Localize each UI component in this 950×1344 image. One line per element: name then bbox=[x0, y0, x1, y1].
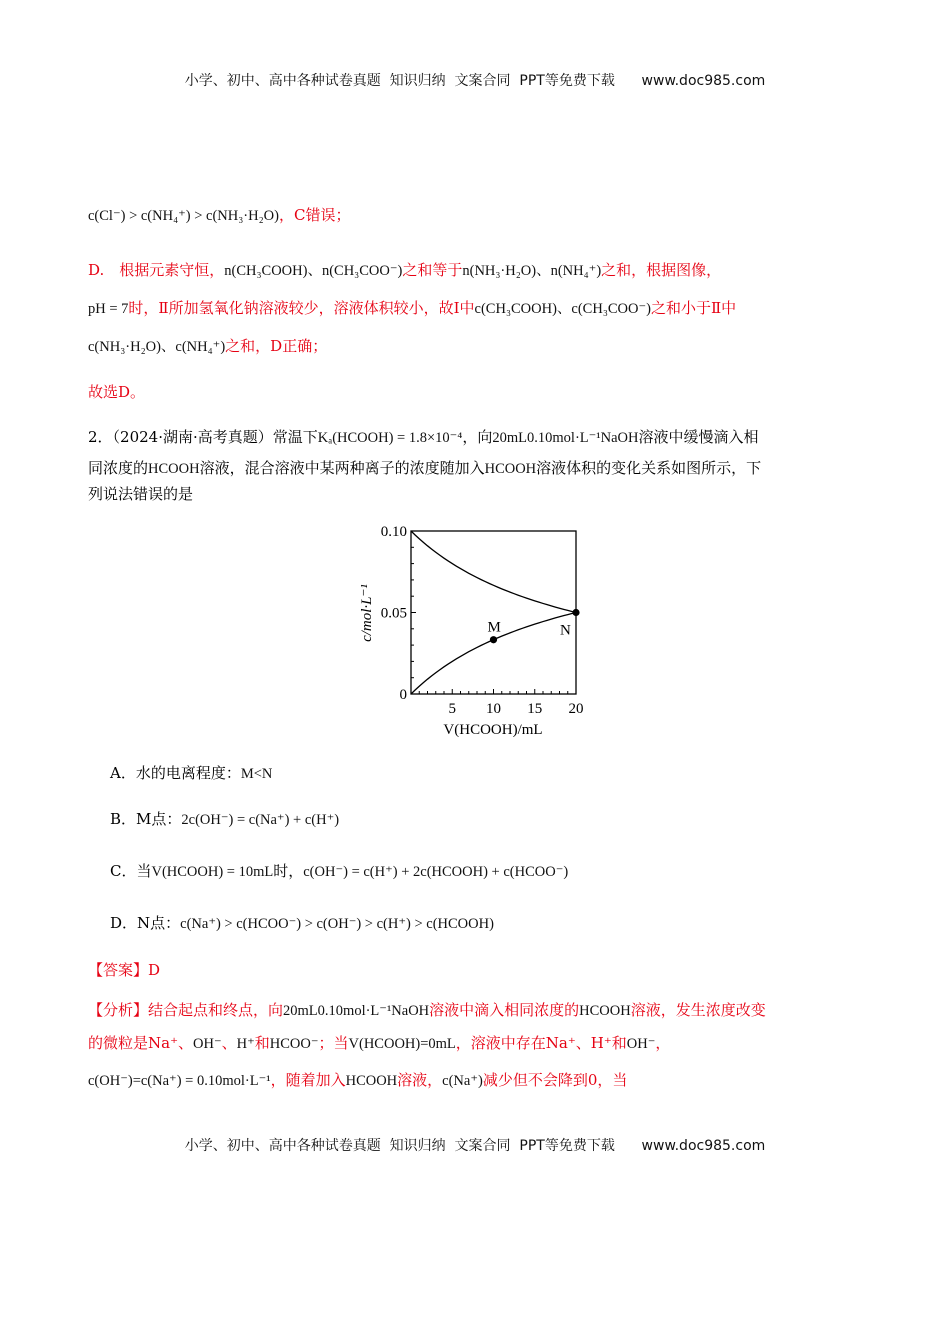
plot-frame bbox=[411, 531, 576, 694]
analysis-conc: 20mL0.10mol·L⁻¹NaOH bbox=[283, 1003, 430, 1019]
analysis-l3-a: ，随着加入 bbox=[270, 1071, 346, 1089]
question-l2-a: 同浓度的 bbox=[88, 459, 149, 477]
x-axis-label: V(HCOOH)/mL bbox=[443, 722, 543, 738]
point-n-label: N bbox=[560, 622, 571, 639]
question-text-a: ，向 bbox=[462, 428, 493, 446]
option-d-label: D．N点： bbox=[110, 914, 181, 932]
analysis-v: V(HCOOH)=0mL bbox=[348, 1036, 456, 1052]
analysis-l1-a: 结合起点和终点，向 bbox=[148, 1001, 284, 1019]
prev-conclusion: 故选D。 bbox=[88, 383, 146, 401]
option-b-expr: 2c(OH⁻) = c(Na⁺) + c(H⁺) bbox=[181, 812, 340, 828]
analysis-l2-c: ，溶液中存在Na⁺、H⁺和 bbox=[455, 1034, 627, 1052]
analysis-l3-formula: HCOOH bbox=[345, 1073, 398, 1089]
option-c-label: C．当 bbox=[110, 862, 152, 880]
analysis-l2-b: ；当 bbox=[318, 1034, 349, 1052]
axis-ticks bbox=[411, 531, 576, 694]
option-a bbox=[110, 762, 272, 783]
question-line-1 bbox=[88, 427, 759, 448]
option-b bbox=[110, 808, 339, 829]
analysis-oh2: OH⁻ bbox=[626, 1036, 656, 1052]
option-c-mid: 时， bbox=[273, 862, 304, 880]
question-number: 2．（2024·湖南·高考真题）常温下 bbox=[88, 428, 318, 446]
option-d bbox=[110, 912, 494, 933]
page-header: 小学、初中、高中各种试卷真题 知识归纳 文案合同 PPT等免费下载 www.doc985.com bbox=[184, 73, 766, 89]
prev-line-3 bbox=[88, 298, 736, 319]
prev-l4-text: 之和，D正确； bbox=[225, 337, 328, 355]
option-a-expr: M<N bbox=[240, 766, 273, 782]
question-line-2 bbox=[88, 458, 761, 479]
analysis-oh: OH⁻ bbox=[193, 1036, 222, 1052]
prev-l4-expr: c(NH₃·H₂O)、c(NH₄⁺) bbox=[88, 339, 226, 355]
analysis-sep: 、 bbox=[221, 1034, 237, 1052]
answer bbox=[88, 960, 160, 980]
prev-l3-text2: 之和小于Ⅱ中 bbox=[650, 299, 737, 317]
x-tick-label-15: 15 bbox=[527, 701, 543, 717]
question-line-3: 列说法错误的是 bbox=[88, 485, 194, 503]
prev-d-label: D. 根据元素守恒， bbox=[88, 261, 225, 279]
question-formula-2: HCOOH bbox=[484, 461, 537, 477]
analysis-line-1 bbox=[88, 1000, 766, 1021]
y-tick-label-010: 0.10 bbox=[380, 524, 407, 540]
prev-d-text2: 之和，根据图像， bbox=[601, 261, 722, 279]
prev-d-expr2: n(NH₃·H₂O)、n(NH₄⁺) bbox=[462, 263, 602, 279]
analysis-l2-d: ， bbox=[655, 1034, 671, 1052]
prev-line-2 bbox=[88, 260, 721, 281]
analysis-l3-expr: c(OH⁻)=c(Na⁺) = 0.10mol·L⁻¹ bbox=[88, 1073, 271, 1089]
answer-value: D bbox=[148, 961, 161, 979]
prev-l3-text1: 时，Ⅱ所加氢氧化钠溶液较少，溶液体积较小，故Ⅰ中 bbox=[128, 299, 475, 317]
prev-line-1 bbox=[88, 205, 350, 226]
analysis-l3-na: c(Na⁺) bbox=[442, 1073, 483, 1089]
series-decreasing-curve bbox=[411, 531, 576, 613]
analysis-l3-c: 减少但不会降到0，当 bbox=[482, 1071, 628, 1089]
question-l2-c: 溶液体积的变化关系如图所示，下 bbox=[536, 459, 762, 477]
answer-label: 【答案】 bbox=[88, 961, 149, 979]
option-c bbox=[110, 860, 568, 881]
question-ka: Kₐ(HCOOH) = 1.8×10⁻⁴ bbox=[317, 430, 463, 446]
prev-expr-c: c(Cl⁻) > c(NH₄⁺) > c(NH₃·H₂O) bbox=[88, 208, 279, 224]
option-b-label: B．M点： bbox=[110, 810, 182, 828]
point-m bbox=[490, 636, 497, 643]
analysis-formula: HCOOH bbox=[579, 1003, 631, 1019]
analysis-l2-a: 的微粒是Na⁺、 bbox=[88, 1034, 193, 1052]
prev-l3-expr: c(CH₃COOH)、c(CH₃COO⁻) bbox=[474, 301, 651, 317]
analysis-line-2 bbox=[88, 1033, 670, 1054]
question-conc: 20mL0.10mol·L⁻¹NaOH bbox=[492, 430, 639, 446]
analysis-l1-b: 溶液中滴入相同浓度的 bbox=[429, 1001, 580, 1019]
analysis-h: H⁺ bbox=[236, 1036, 255, 1052]
prev-ph: pH = 7 bbox=[88, 301, 129, 317]
x-tick-label-20: 20 bbox=[568, 701, 584, 717]
analysis-hcoo: HCOO⁻ bbox=[269, 1036, 319, 1052]
prev-d-text1: 之和等于 bbox=[402, 261, 463, 279]
point-n bbox=[572, 609, 579, 616]
analysis-label: 【分析】 bbox=[88, 1001, 149, 1019]
analysis-line-3 bbox=[88, 1070, 627, 1091]
y-tick-label-005: 0.05 bbox=[380, 605, 407, 622]
analysis-l3-b: 溶液， bbox=[397, 1071, 443, 1089]
question-l2-b: 溶液，混合溶液中某两种离子的浓度随加入 bbox=[199, 459, 485, 477]
x-tick-label-10: 10 bbox=[486, 701, 501, 717]
y-tick-label-0: 0 bbox=[399, 687, 407, 703]
analysis-l1-c: 溶液，发生浓度改变 bbox=[630, 1001, 766, 1019]
analysis-and: 和 bbox=[254, 1034, 270, 1052]
y-axis-label: c/mol·L⁻¹ bbox=[359, 584, 375, 642]
prev-line-4 bbox=[88, 336, 327, 357]
concentration-chart bbox=[355, 515, 615, 745]
x-tick-label-5: 5 bbox=[448, 701, 456, 717]
option-a-label: A．水的电离程度： bbox=[110, 764, 241, 782]
prev-c-tail: ，C错误； bbox=[278, 206, 351, 224]
option-d-expr: c(Na⁺) > c(HCOO⁻) > c(OH⁻) > c(H⁺) > c(HCOOH) bbox=[180, 916, 494, 932]
prev-d-expr1: n(CH₃COOH)、n(CH₃COO⁻) bbox=[224, 263, 403, 279]
option-c-condition: V(HCOOH) = 10mL bbox=[151, 864, 274, 880]
question-text-b: 溶液中缓慢滴入相 bbox=[638, 428, 759, 446]
point-m-label: M bbox=[487, 619, 501, 636]
option-c-expr: c(OH⁻) = c(H⁺) + 2c(HCOOH) + c(HCOO⁻) bbox=[303, 864, 569, 880]
question-formula-1: HCOOH bbox=[148, 461, 200, 477]
page-footer: 小学、初中、高中各种试卷真题 知识归纳 文案合同 PPT等免费下载 www.doc985.com bbox=[184, 1138, 766, 1154]
